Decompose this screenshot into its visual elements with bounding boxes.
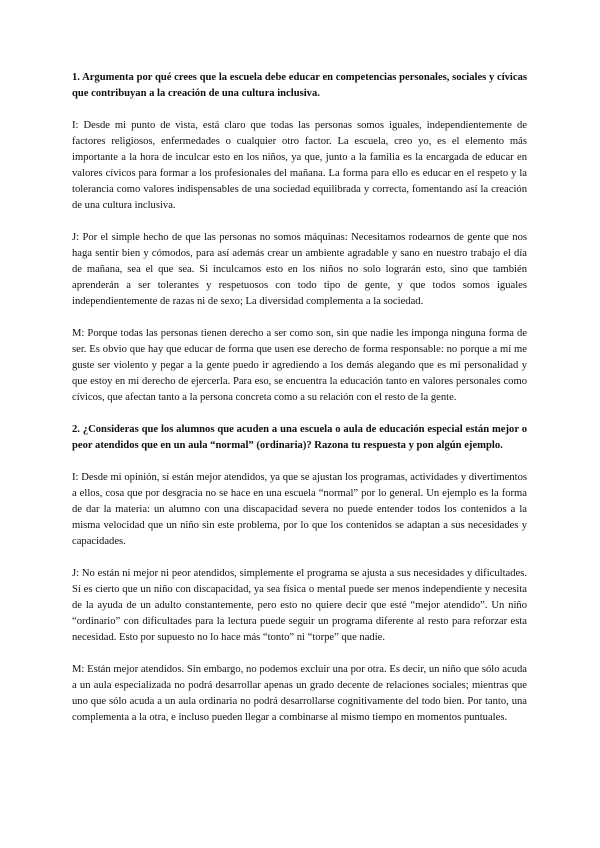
question-1: 1. Argumenta por qué crees que la escuela debe educar en competencias personales, sociales y cívicas que contribuyan a la creación de una cultura inclusiva. <box>72 72 527 99</box>
answer-1-j: J: Por el simple hecho de que las personas no somos máquinas: Necesitamos rodearnos de gente que nos haga sentir bien y cómodos, para así además crear un ambiente agradable y sano en nuestro trabajo el día de mañana, sea el que sea. Si inculcamos esto en los niños no solo lograrán esto, sino que también aprenderán a ser tolerantes y respetuosos con todo tipo de gente, y que todos somos iguales independientemente de razas ni de sexo; La diversidad complementa a la sociedad. <box>72 232 527 307</box>
answer-2-j: J: No están ni mejor ni peor atendidos, simplemente el programa se ajusta a sus necesidades y dificultades. Sí es cierto que un niño con discapacidad, ya sea física o mental puede ser menos independiente y necesita de la ayuda de un adulto constantemente, pero esto no quiere decir que esté “mejor atendido”. Un niño “ordinario” con dificultades para la lectura puede seguir un programa diferente al resto para reforzar esta necesidad. Esto por supuesto no lo hace más “tonto” ni “torpe” que nadie. <box>72 568 527 643</box>
document-page <box>72 70 527 740</box>
question-2: 2. ¿Consideras que los alumnos que acuden a una escuela o aula de educación especial están mejor o peor atendidos que en un aula “normal” (ordinaria)? Razona tu respuesta y pon algún ejemplo. <box>72 424 527 451</box>
answer-2-m: M: Están mejor atendidos. Sin embargo, no podemos excluir una por otra. Es decir, un niño que sólo acuda a un aula especializada no podrá desarrollar apenas un grado decente de relaciones sociales; mientras que uno que sólo acuda a un aula ordinaria no podrá desarrollarse cognitivamente del todo bien. Por tanto, una complementa a la otra, e incluso pueden llegar a combinarse al mismo tiempo en momentos puntuales. <box>72 664 527 723</box>
answer-1-m: M: Porque todas las personas tienen derecho a ser como son, sin que nadie les imponga ninguna forma de ser. Es obvio que hay que educar de forma que usen ese derecho de forma responsable: no porque a mí me guste ser violento y pegar a la gente puedo ir agrediendo a los demás alegando que es mi personalidad y que estoy en mi derecho de ejercerla. Para eso, se encuentra la educación tanto en valores personales como cívicos, que afectan tanto a la persona concreta como a su relación con el resto de la gente. <box>72 328 527 403</box>
section-1 <box>72 70 527 406</box>
answer-2-i: I: Desde mi opinión, sí están mejor atendidos, ya que se ajustan los programas, actividades y divertimentos a ellos, cosa que por desgracia no se hace en una escuela “normal” por lo general. Un ejemplo es la forma de dar la materia: un alumno con una discapacidad severa no puede entender todos los contenidos a la misma velocidad que un niño sin este problema, por lo que los contenidos se adaptan a sus necesidades y capacidades. <box>72 472 527 547</box>
section-2 <box>72 422 527 726</box>
answer-1-i: I: Desde mi punto de vista, está claro que todas las personas somos iguales, independientemente de factores religiosos, enfermedades o cualquier otro factor. La escuela, creo yo, es el elemento más importante a la hora de inculcar esto en los niños, ya que, junto a la familia es la encargada de educar en valores cívicos para formar a los profesionales del mañana. La forma para ello es educar en el respeto y la tolerancia como valores indispensables de una sociedad equilibrada y correcta, fomentando así la creación de una cultura inclusiva. <box>72 120 527 211</box>
